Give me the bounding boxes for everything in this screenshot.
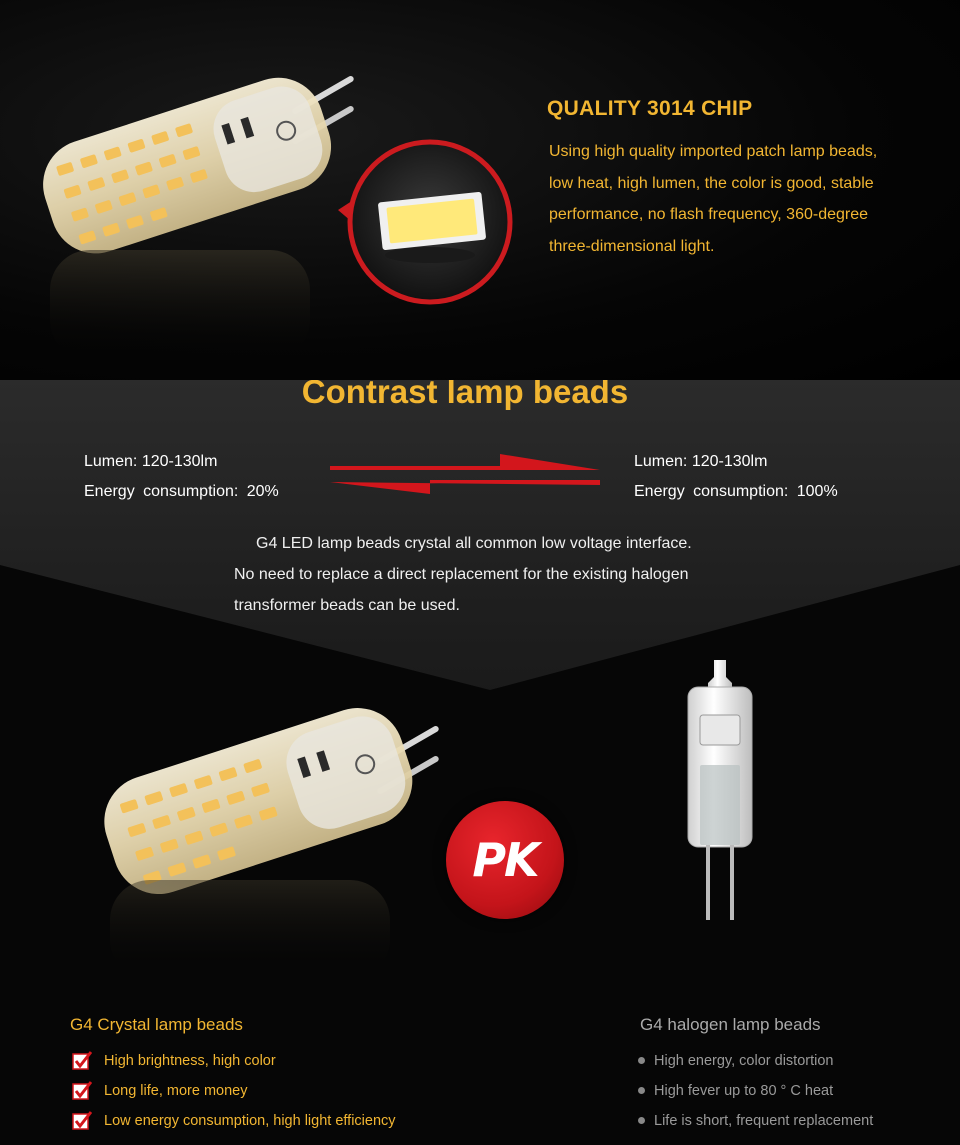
halogen-list-item — [638, 1110, 873, 1132]
led-list-text: Low energy consumption, high light efficiency — [104, 1113, 396, 1129]
pk-label: PK — [472, 833, 538, 887]
contrast-title: Contrast lamp beads — [301, 380, 629, 410]
led-list-title: G4 Crystal lamp beads — [70, 1015, 243, 1034]
arrow-left-icon — [330, 480, 600, 494]
halogen-list-text: High fever up to 80 ° C heat — [654, 1083, 834, 1099]
description-line: G4 LED lamp beads crystal all common low voltage interface. — [256, 535, 692, 552]
halogen-list-item — [638, 1050, 833, 1072]
contrast-section — [0, 380, 960, 1145]
pk-badge — [446, 801, 564, 919]
left-spec — [84, 447, 279, 507]
chip-line: low heat, high lumen, the color is good, stable — [549, 174, 874, 192]
led-list-item — [72, 1110, 396, 1132]
chip-description — [549, 136, 939, 262]
right-energy: Energy consumption: 100% — [634, 483, 838, 500]
halogen-list-item — [638, 1080, 833, 1102]
chip-line: three-dimensional light. — [549, 237, 715, 255]
right-spec — [634, 447, 838, 507]
chip-line: Using high quality imported patch lamp beads, — [549, 143, 878, 160]
contrast-description — [234, 528, 794, 621]
halogen-list-title: G4 halogen lamp beads — [640, 1015, 821, 1034]
check-icon — [72, 1081, 92, 1101]
led-lamp-image-2 — [80, 680, 480, 990]
bullet-dot-icon — [638, 1117, 645, 1124]
led-list-item — [72, 1050, 276, 1072]
bullet-dot-icon — [638, 1057, 645, 1064]
description-line: No need to replace a direct replacement for the existing halogen — [234, 566, 689, 583]
led-list-item — [72, 1080, 247, 1102]
check-icon — [72, 1111, 92, 1131]
check-icon — [72, 1051, 92, 1071]
chip-line: performance, no flash frequency, 360-degree — [549, 206, 869, 223]
left-energy: Energy consumption: 20% — [84, 483, 279, 500]
chip-title: QUALITY 3014 CHIP — [547, 97, 753, 120]
halogen-list-text: High energy, color distortion — [654, 1053, 834, 1069]
led-list-text: Long life, more money — [104, 1083, 248, 1099]
led-list-text: High brightness, high color — [104, 1053, 276, 1069]
halogen-lamp-image — [670, 655, 770, 930]
left-lumen: Lumen: 120-130lm — [84, 453, 218, 470]
bullet-dot-icon — [638, 1087, 645, 1094]
description-line: transformer beads can be used. — [234, 597, 460, 614]
chip-section — [0, 0, 960, 380]
arrow-right-icon — [330, 454, 600, 470]
halogen-list-text: Life is short, frequent replacement — [654, 1113, 874, 1129]
swap-arrows — [330, 450, 605, 495]
chip-closeup-image — [318, 135, 518, 315]
right-lumen: Lumen: 120-130lm — [634, 453, 768, 470]
